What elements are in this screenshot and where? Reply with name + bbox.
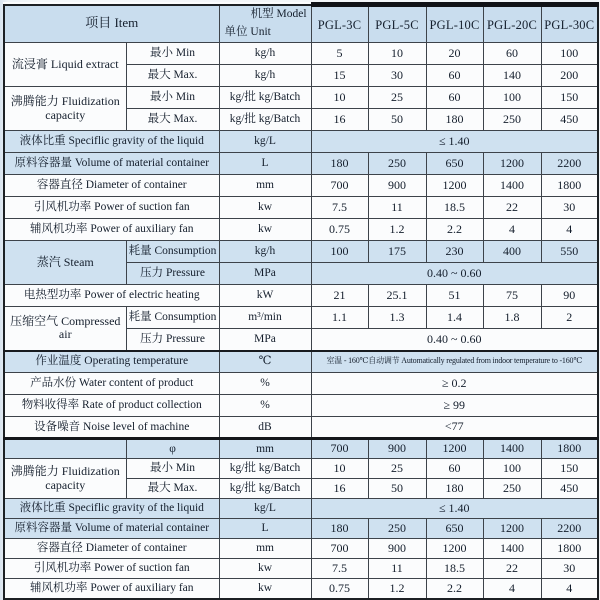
unit-cell: mm	[219, 539, 311, 559]
sub-label: 压力 Pressure	[126, 263, 219, 285]
value-cell: 1.4	[426, 307, 483, 329]
row-label: 容器直径 Diameter of container	[4, 175, 219, 197]
span-value-cell: 室温 - 160℃自动调节 Automatically regulated from indoor temperature to -160℃	[311, 351, 598, 373]
value-cell: 22	[483, 197, 541, 219]
spec-table	[3, 2, 599, 600]
value-cell: 60	[483, 43, 541, 65]
sub-label: 最大 Max.	[126, 109, 219, 131]
value-cell: 1.8	[483, 307, 541, 329]
value-cell: 1.2	[368, 579, 426, 599]
value-cell: 30	[541, 197, 598, 219]
unit-cell: mm	[219, 439, 311, 459]
value-cell: 700	[311, 439, 368, 459]
value-cell: 25	[368, 87, 426, 109]
value-cell: 16	[311, 479, 368, 499]
sub-label: 耗量 Consumption	[126, 307, 219, 329]
row-label: 辅风机功率 Power of auxiliary fan	[4, 579, 219, 599]
unit-cell: ℃	[219, 351, 311, 373]
sub-label: 最小 Min	[126, 87, 219, 109]
value-cell: 4	[541, 579, 598, 599]
row-water-content	[4, 373, 598, 395]
row-fluidization2-min	[4, 459, 598, 479]
value-cell: 180	[311, 519, 368, 539]
group-label-compressed-air: 压缩空气 Compressed air	[4, 307, 126, 351]
value-cell: 15	[311, 65, 368, 87]
value-cell: 1400	[483, 439, 541, 459]
unit-cell: MPa	[219, 263, 311, 285]
unit-cell: kw	[219, 219, 311, 241]
unit-cell: m³/min	[219, 307, 311, 329]
value-cell: 250	[483, 109, 541, 131]
span-value-cell: ≤ 1.40	[311, 131, 598, 153]
value-cell: 700	[311, 539, 368, 559]
value-cell: 11	[368, 197, 426, 219]
sub-label: 耗量 Consumption	[126, 241, 219, 263]
row-label: 液体比重 Speciflic gravity of the liquid	[4, 131, 219, 153]
value-cell: 4	[483, 219, 541, 241]
item-header-cell: 项目 Item	[4, 5, 219, 43]
row-specific-gravity-2	[4, 499, 598, 519]
value-cell: 18.5	[426, 197, 483, 219]
row-label: 容器直径 Diameter of container	[4, 539, 219, 559]
row-auxiliary-fan-power-2	[4, 579, 598, 599]
row-label: 电热型功率 Power of electric heating	[4, 285, 219, 307]
value-cell: 25	[368, 459, 426, 479]
value-cell: 180	[426, 479, 483, 499]
value-cell: 2200	[541, 519, 598, 539]
model-col-pgl-20c: PGL-20C	[483, 5, 541, 43]
unit-cell: mm	[219, 175, 311, 197]
value-cell: 7.5	[311, 559, 368, 579]
group-label-fluidization: 沸腾能力 Fluidization capacity	[4, 459, 126, 499]
unit-cell: kg/批 kg/Batch	[219, 109, 311, 131]
value-cell: 150	[541, 459, 598, 479]
value-cell: 4	[483, 579, 541, 599]
value-cell: 1400	[483, 539, 541, 559]
row-product-collection-rate	[4, 395, 598, 417]
span-value-cell: <77	[311, 417, 598, 439]
row-label: 原料容器量 Volume of material container	[4, 153, 219, 175]
value-cell: 1200	[426, 175, 483, 197]
group-label-liquid-extract: 流浸膏 Liquid extract	[4, 43, 126, 87]
value-cell: 16	[311, 109, 368, 131]
value-cell: 30	[541, 559, 598, 579]
value-cell: 700	[311, 175, 368, 197]
unit-cell: kg/h	[219, 43, 311, 65]
value-cell: 50	[368, 479, 426, 499]
value-cell: 1.2	[368, 219, 426, 241]
row-container-volume	[4, 153, 598, 175]
unit-cell: kg/批 kg/Batch	[219, 479, 311, 499]
value-cell: 550	[541, 241, 598, 263]
row-label: 原料容器量 Volume of material container	[4, 519, 219, 539]
value-cell: 4	[541, 219, 598, 241]
row-label: 辅风机功率 Power of auxiliary fan	[4, 219, 219, 241]
value-cell: 900	[368, 439, 426, 459]
value-cell: 5	[311, 43, 368, 65]
span-value-cell: 0.40 ~ 0.60	[311, 263, 598, 285]
unit-cell: kg/L	[219, 131, 311, 153]
span-value-cell: ≥ 0.2	[311, 373, 598, 395]
value-cell: 1.1	[311, 307, 368, 329]
value-cell: 1800	[541, 175, 598, 197]
value-cell: 25.1	[368, 285, 426, 307]
value-cell: 18.5	[426, 559, 483, 579]
unit-cell: kg/批 kg/Batch	[219, 459, 311, 479]
value-cell: 22	[483, 559, 541, 579]
row-auxiliary-fan-power	[4, 219, 598, 241]
value-cell: 900	[368, 175, 426, 197]
header-row	[4, 5, 598, 43]
value-cell: 90	[541, 285, 598, 307]
value-cell: 450	[541, 109, 598, 131]
row-suction-fan-power	[4, 197, 598, 219]
value-cell: 650	[426, 519, 483, 539]
value-cell: 11	[368, 559, 426, 579]
row-liquid-extract-min	[4, 43, 598, 65]
value-cell: 1800	[541, 439, 598, 459]
value-cell: 180	[311, 153, 368, 175]
sub-label: 最大 Max.	[126, 479, 219, 499]
value-cell: 60	[426, 65, 483, 87]
row-steam-consumption	[4, 241, 598, 263]
value-cell: 1200	[426, 539, 483, 559]
value-cell: 2200	[541, 153, 598, 175]
value-cell: 100	[541, 43, 598, 65]
value-cell: 75	[483, 285, 541, 307]
value-cell: 150	[541, 87, 598, 109]
sub-label: 最小 Min	[126, 459, 219, 479]
unit-cell: L	[219, 153, 311, 175]
value-cell: 1400	[483, 175, 541, 197]
row-suction-fan-power-2	[4, 559, 598, 579]
value-cell: 100	[483, 87, 541, 109]
value-cell: 60	[426, 459, 483, 479]
value-cell: 230	[426, 241, 483, 263]
row-label: 引风机功率 Power of suction fan	[4, 559, 219, 579]
model-col-pgl-5c: PGL-5C	[368, 5, 426, 43]
row-label: 设备噪音 Noise level of machine	[4, 417, 219, 439]
unit-cell: dB	[219, 417, 311, 439]
value-cell: 650	[426, 153, 483, 175]
unit-cell: kW	[219, 285, 311, 307]
group-label-steam: 蒸汽 Steam	[4, 241, 126, 285]
value-cell: 2.2	[426, 579, 483, 599]
row-operating-temperature	[4, 351, 598, 373]
phi-label: φ	[126, 439, 219, 459]
row-label: 产品水份 Water content of product	[4, 373, 219, 395]
sub-label: 最大 Max.	[126, 65, 219, 87]
row-electric-heating-power	[4, 285, 598, 307]
unit-cell: kg/L	[219, 499, 311, 519]
row-compressed-air-consumption	[4, 307, 598, 329]
row-label: 液体比重 Speciflic gravity of the liquid	[4, 499, 219, 519]
value-cell: 1200	[483, 153, 541, 175]
row-container-diameter-2	[4, 539, 598, 559]
value-cell: 7.5	[311, 197, 368, 219]
model-col-pgl-10c: PGL-10C	[426, 5, 483, 43]
model-col-pgl-3c: PGL-3C	[311, 5, 368, 43]
value-cell: 10	[311, 459, 368, 479]
row-phi-diameter	[4, 439, 598, 459]
group-label-fluidization: 沸腾能力 Fluidization capacity	[4, 87, 126, 131]
value-cell: 250	[483, 479, 541, 499]
row-container-diameter	[4, 175, 598, 197]
value-cell: 100	[483, 459, 541, 479]
row-specific-gravity	[4, 131, 598, 153]
value-cell: 450	[541, 479, 598, 499]
value-cell: 200	[541, 65, 598, 87]
span-value-cell: ≥ 99	[311, 395, 598, 417]
unit-cell: kg/h	[219, 241, 311, 263]
unit-cell: kw	[219, 579, 311, 599]
value-cell: 0.75	[311, 219, 368, 241]
unit-header-label: 单位 Unit	[224, 26, 271, 39]
span-value-cell: ≤ 1.40	[311, 499, 598, 519]
unit-cell: kw	[219, 559, 311, 579]
row-label: 作业温度 Operating temperature	[4, 351, 219, 373]
value-cell: 51	[426, 285, 483, 307]
unit-cell: %	[219, 395, 311, 417]
span-value-cell: 0.40 ~ 0.60	[311, 329, 598, 351]
row-fluidization-min	[4, 87, 598, 109]
empty-cell	[4, 439, 126, 459]
value-cell: 0.75	[311, 579, 368, 599]
value-cell: 140	[483, 65, 541, 87]
value-cell: 100	[311, 241, 368, 263]
model-col-pgl-30c: PGL-30C	[541, 5, 598, 43]
row-label: 引风机功率 Power of suction fan	[4, 197, 219, 219]
row-container-volume-2	[4, 519, 598, 539]
value-cell: 2.2	[426, 219, 483, 241]
value-cell: 1200	[483, 519, 541, 539]
unit-cell: MPa	[219, 329, 311, 351]
value-cell: 1800	[541, 539, 598, 559]
value-cell: 10	[311, 87, 368, 109]
value-cell: 30	[368, 65, 426, 87]
model-unit-diagonal-cell	[219, 5, 311, 43]
row-noise-level	[4, 417, 598, 439]
value-cell: 50	[368, 109, 426, 131]
value-cell: 1200	[426, 439, 483, 459]
value-cell: 21	[311, 285, 368, 307]
unit-cell: kg/h	[219, 65, 311, 87]
value-cell: 250	[368, 519, 426, 539]
value-cell: 400	[483, 241, 541, 263]
value-cell: 180	[426, 109, 483, 131]
value-cell: 60	[426, 87, 483, 109]
value-cell: 1.3	[368, 307, 426, 329]
model-header-label: 机型 Model	[250, 7, 307, 20]
value-cell: 2	[541, 307, 598, 329]
row-label: 物料收得率 Rate of product collection	[4, 395, 219, 417]
unit-cell: L	[219, 519, 311, 539]
sub-label: 最小 Min	[126, 43, 219, 65]
unit-cell: kg/批 kg/Batch	[219, 87, 311, 109]
value-cell: 900	[368, 539, 426, 559]
value-cell: 10	[368, 43, 426, 65]
unit-cell: kw	[219, 197, 311, 219]
value-cell: 175	[368, 241, 426, 263]
value-cell: 20	[426, 43, 483, 65]
sub-label: 压力 Pressure	[126, 329, 219, 351]
value-cell: 250	[368, 153, 426, 175]
unit-cell: %	[219, 373, 311, 395]
